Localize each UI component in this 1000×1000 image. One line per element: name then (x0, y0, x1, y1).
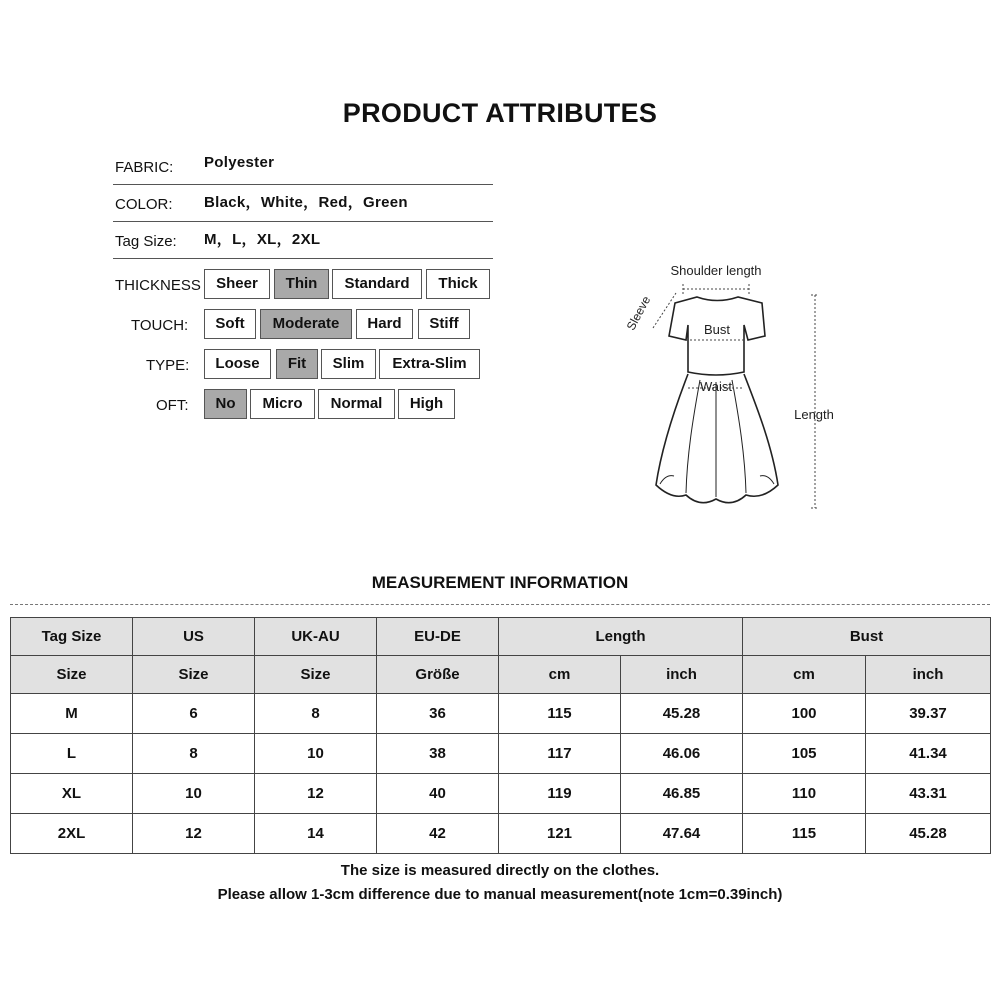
note-difference: Please allow 1-3cm difference due to manual measurement(note 1cm=0.39inch) (217, 886, 783, 903)
table-cell: XL (11, 774, 133, 814)
attr-row-color (113, 185, 493, 222)
header-cell: Size (11, 656, 133, 694)
table-cell: 36 (377, 694, 499, 734)
option-sheer: Sheer (204, 269, 270, 299)
table-cell: 10 (133, 774, 255, 814)
header-cell: Size (133, 656, 255, 694)
note-measured: The size is measured directly on the clothes. (340, 862, 660, 879)
option-label: THICKNESS (115, 277, 201, 294)
option-thick: Thick (426, 269, 490, 299)
label-shoulder-length: Shoulder length (670, 263, 762, 278)
option-row-touch (113, 309, 513, 339)
option-high: High (398, 389, 455, 419)
option-soft: Soft (204, 309, 256, 339)
attr-value: M，L，XL，2XL (204, 231, 321, 248)
table-cell: 2XL (11, 814, 133, 854)
option-label: TOUCH: (131, 317, 189, 334)
option-stiff: Stiff (418, 309, 470, 339)
header-cell: Size (255, 656, 377, 694)
table-cell: 115 (743, 814, 866, 854)
option-fit-selected: Fit (276, 349, 318, 379)
option-normal: Normal (318, 389, 395, 419)
option-no-selected: No (204, 389, 247, 419)
table-cell: M (11, 694, 133, 734)
table-cell: 46.06 (621, 734, 743, 774)
option-standard: Standard (332, 269, 422, 299)
table-cell: 14 (255, 814, 377, 854)
measure-lines (653, 284, 819, 508)
header-cell: Tag Size (11, 618, 133, 656)
table-cell: 115 (499, 694, 621, 734)
attr-label: COLOR: (115, 196, 173, 213)
option-loose: Loose (204, 349, 271, 379)
attr-value: Black，White，Red，Green (204, 194, 408, 211)
table-cell: 39.37 (866, 694, 991, 734)
label-bust: Bust (703, 322, 731, 337)
header-cell: EU-DE (377, 618, 499, 656)
header-cell: UK-AU (255, 618, 377, 656)
attr-value: Polyester (204, 154, 275, 171)
option-label: TYPE: (146, 357, 190, 374)
option-row-oft (113, 389, 513, 419)
option-hard: Hard (356, 309, 413, 339)
table-cell: 40 (377, 774, 499, 814)
label-length: Length (794, 407, 834, 422)
page-title: PRODUCT ATTRIBUTES (342, 98, 658, 128)
table-cell: 119 (499, 774, 621, 814)
table-cell: 8 (255, 694, 377, 734)
table-cell: 45.28 (866, 814, 991, 854)
table-cell: 117 (499, 734, 621, 774)
attr-label: FABRIC: (115, 159, 174, 176)
table-cell: 100 (743, 694, 866, 734)
attr-row-tag-size (113, 222, 493, 259)
table-cell: 47.64 (621, 814, 743, 854)
option-moderate-selected: Moderate (260, 309, 352, 339)
table-row (11, 774, 991, 814)
label-sleeve: Sleeve (623, 293, 654, 333)
option-slim: Slim (321, 349, 376, 379)
table-cell: 45.28 (621, 694, 743, 734)
table-cell: 38 (377, 734, 499, 774)
label-waist: Waist (699, 379, 733, 394)
table-cell: 43.31 (866, 774, 991, 814)
attr-row-fabric (113, 148, 493, 185)
table-cell: 110 (743, 774, 866, 814)
table-cell: 8 (133, 734, 255, 774)
option-row-thickness (113, 269, 513, 299)
measurement-title: MEASUREMENT INFORMATION (371, 573, 629, 592)
header-cell: Größe (377, 656, 499, 694)
table-cell: 121 (499, 814, 621, 854)
table-cell: 41.34 (866, 734, 991, 774)
dashed-divider (10, 604, 990, 605)
table-cell: 46.85 (621, 774, 743, 814)
option-extra-slim: Extra-Slim (379, 349, 480, 379)
table-subheader-row (11, 656, 991, 694)
option-row-type (113, 349, 513, 379)
header-cell: cm (499, 656, 621, 694)
header-cell: inch (866, 656, 991, 694)
table-cell: 42 (377, 814, 499, 854)
table-header-row (11, 618, 991, 656)
attr-label: Tag Size: (115, 233, 177, 250)
table-cell: 12 (133, 814, 255, 854)
header-cell: inch (621, 656, 743, 694)
header-cell: cm (743, 656, 866, 694)
dress-measurement-diagram (620, 255, 860, 520)
table-cell: 105 (743, 734, 866, 774)
header-cell: Bust (743, 618, 991, 656)
option-label: OFT: (156, 397, 189, 414)
table-row (11, 734, 991, 774)
table-cell: L (11, 734, 133, 774)
size-table (10, 617, 991, 854)
option-thin-selected: Thin (274, 269, 329, 299)
option-micro: Micro (250, 389, 315, 419)
header-cell: Length (499, 618, 743, 656)
table-row (11, 694, 991, 734)
table-row (11, 814, 991, 854)
table-cell: 10 (255, 734, 377, 774)
table-cell: 12 (255, 774, 377, 814)
table-cell: 6 (133, 694, 255, 734)
header-cell: US (133, 618, 255, 656)
